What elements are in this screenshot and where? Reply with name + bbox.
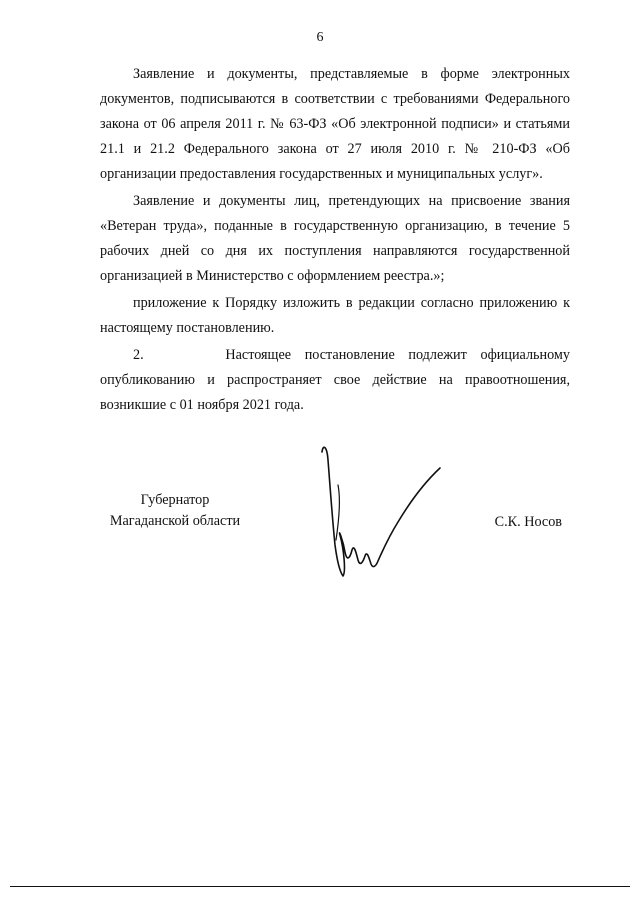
paragraph-electronic-documents: Заявление и документы, представляемые в форме электронных документов, подписываются в соответствии с требованиями Федерального закона от 06 апреля 2011 г. № 63-ФЗ «Об электронной подписи» и статьями 21.1 и 21.2 Федерального закона от 27 июля 2010 г. № 210-ФЗ «Об организации предоставления государственных и муниципальных услуг». (100, 66, 570, 182)
paragraph-veteran-of-labor: Заявление и документы лиц, претендующих на присвоение звания «Ветеран труда», поданные в государственную организацию, в течение 5 рабочих дней со дня их поступления направляются государственной организацией в Министерство с оформлением реестра.»; (100, 193, 570, 284)
signatory-name: С.К. Носов (494, 514, 562, 530)
page-number: 6 (316, 30, 324, 45)
signatory-title-line2: Магаданской области (109, 513, 241, 529)
paragraph-publication: 2. Настоящее постановление подлежит официальному опубликованию и распространяет свое действие на правоотношения, возникшие с 01 ноября 2021 года. (100, 347, 570, 413)
paragraph-appendix: приложение к Порядку изложить в редакции согласно приложению к настоящему постановлению. (100, 295, 570, 336)
signatory-title-line1: Губернатор (140, 492, 210, 508)
footer-divider (10, 886, 630, 887)
document-body (100, 62, 570, 418)
handwritten-signature (310, 440, 470, 585)
signatory-title (100, 490, 250, 532)
